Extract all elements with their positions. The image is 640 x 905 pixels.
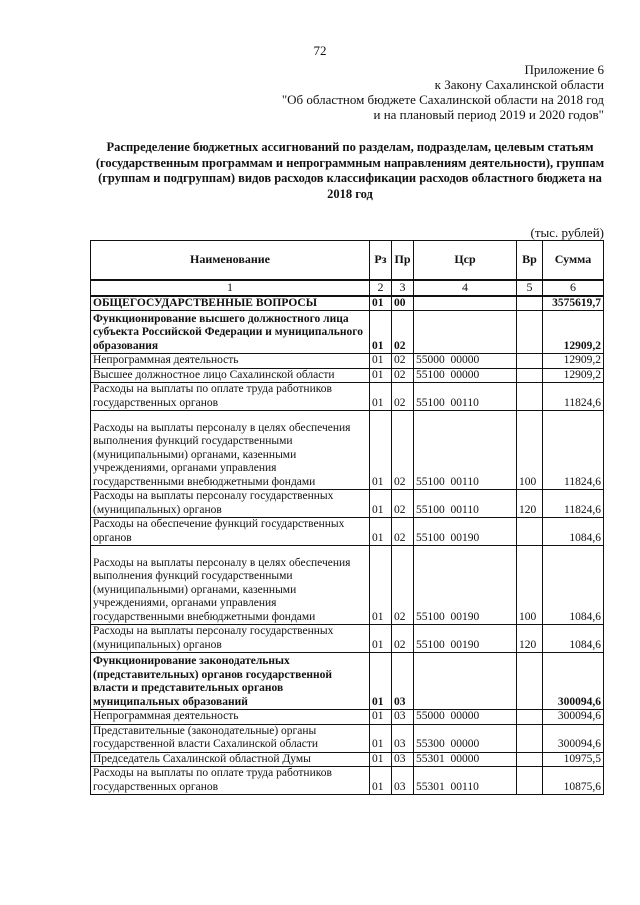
cell-rz: 01: [370, 767, 392, 795]
table-row: [91, 710, 604, 725]
table-row: [91, 752, 604, 767]
cell-sum: 300094,6: [543, 724, 604, 752]
cell-vr: 120: [517, 490, 543, 518]
table-row: [91, 296, 604, 311]
cell-rz: 01: [370, 354, 392, 369]
cell-sum: 12909,2: [543, 354, 604, 369]
column-number: 1: [91, 280, 370, 296]
table-row: [91, 490, 604, 518]
table-body: [91, 296, 604, 795]
header-name: Наименование: [91, 241, 370, 281]
cell-pr: 02: [392, 354, 414, 369]
cell-cs: [414, 311, 517, 354]
cell-pr: 03: [392, 767, 414, 795]
cell-rz: 01: [370, 383, 392, 411]
table-row: [91, 311, 604, 354]
header-vr: Вр: [517, 241, 543, 281]
cell-cs: 55000 00000: [414, 354, 517, 369]
appendix-line-4: и на плановый период 2019 и 2020 годов": [373, 107, 604, 122]
cell-sum: 10975,5: [543, 752, 604, 767]
cell-sum: 300094,6: [543, 710, 604, 725]
cell-pr: 03: [392, 653, 414, 710]
cell-name: Непрограммная деятельность: [91, 710, 370, 725]
cell-name: Представительные (законодательные) органы государственной власти Сахалинской области: [91, 724, 370, 752]
table-row: [91, 724, 604, 752]
cell-cs: 55100 00190: [414, 518, 517, 546]
cell-pr: 02: [392, 625, 414, 653]
table-row: [91, 354, 604, 369]
cell-vr: [517, 354, 543, 369]
cell-rz: 01: [370, 752, 392, 767]
cell-pr: 03: [392, 710, 414, 725]
table-header-row: [91, 241, 604, 281]
cell-name: Расходы на выплаты по оплате труда работников государственных органов: [91, 767, 370, 795]
cell-cs: 55300 00000: [414, 724, 517, 752]
cell-sum: 11824,6: [543, 383, 604, 411]
cell-sum: 3575619,7: [543, 296, 604, 311]
cell-cs: 55000 00000: [414, 710, 517, 725]
cell-cs: 55100 00110: [414, 490, 517, 518]
cell-cs: 55301 00110: [414, 767, 517, 795]
cell-pr: 02: [392, 490, 414, 518]
header-pr: Пр: [392, 241, 414, 281]
column-number: 6: [543, 280, 604, 296]
cell-vr: [517, 383, 543, 411]
table-row: [91, 518, 604, 546]
header-sum: Сумма: [543, 241, 604, 281]
cell-name: Высшее должностное лицо Сахалинской области: [91, 368, 370, 383]
cell-sum: 1084,6: [543, 518, 604, 546]
cell-pr: 03: [392, 752, 414, 767]
cell-cs: 55100 00190: [414, 625, 517, 653]
cell-pr: 02: [392, 311, 414, 354]
cell-name: Расходы на выплаты персоналу государственных (муниципальных) органов: [91, 625, 370, 653]
column-number: 5: [517, 280, 543, 296]
cell-name: Расходы на выплаты персоналу в целях обеспечения выполнения функций государственными (муниципальными) органами, казенными учреждениями, органами управления государственными внебюджетными фондами: [91, 546, 370, 625]
cell-rz: 01: [370, 653, 392, 710]
cell-vr: 100: [517, 411, 543, 490]
page-number: 72: [313, 43, 327, 58]
cell-sum: 12909,2: [543, 368, 604, 383]
cell-rz: 01: [370, 296, 392, 311]
cell-rz: 01: [370, 368, 392, 383]
header-cs: Цср: [414, 241, 517, 281]
cell-vr: [517, 311, 543, 354]
cell-pr: 00: [392, 296, 414, 311]
table-row: [91, 368, 604, 383]
cell-sum: 11824,6: [543, 411, 604, 490]
appendix-note: [282, 62, 604, 122]
unit-label: (тыс. рублей): [530, 225, 604, 240]
cell-vr: 120: [517, 625, 543, 653]
cell-pr: 02: [392, 411, 414, 490]
table-row: [91, 625, 604, 653]
cell-vr: 100: [517, 546, 543, 625]
table-row: [91, 546, 604, 625]
cell-vr: [517, 296, 543, 311]
cell-vr: [517, 518, 543, 546]
cell-cs: 55301 00000: [414, 752, 517, 767]
column-number: 3: [392, 280, 414, 296]
cell-cs: 55100 00190: [414, 546, 517, 625]
cell-rz: 01: [370, 710, 392, 725]
cell-cs: 55100 00110: [414, 383, 517, 411]
cell-name: Расходы на выплаты персоналу в целях обеспечения выполнения функций государственными (муниципальными) органами, казенными учреждениями, органами управления государственными внебюджетными фондами: [91, 411, 370, 490]
cell-pr: 02: [392, 383, 414, 411]
cell-pr: 03: [392, 724, 414, 752]
cell-vr: [517, 653, 543, 710]
cell-vr: [517, 767, 543, 795]
cell-sum: 11824,6: [543, 490, 604, 518]
cell-cs: [414, 653, 517, 710]
budget-table: [90, 240, 604, 795]
cell-sum: 12909,2: [543, 311, 604, 354]
cell-cs: 55100 00000: [414, 368, 517, 383]
cell-vr: [517, 724, 543, 752]
cell-rz: 01: [370, 518, 392, 546]
cell-sum: 10875,6: [543, 767, 604, 795]
column-number-row: [91, 280, 604, 296]
cell-cs: [414, 296, 517, 311]
cell-vr: [517, 752, 543, 767]
header-rz: Рз: [370, 241, 392, 281]
cell-sum: 1084,6: [543, 625, 604, 653]
table-row: [91, 767, 604, 795]
appendix-line-1: Приложение 6: [524, 62, 604, 77]
cell-name: Председатель Сахалинской областной Думы: [91, 752, 370, 767]
appendix-line-3: "Об областном бюджете Сахалинской области на 2018 год: [281, 92, 604, 107]
cell-cs: 55100 00110: [414, 411, 517, 490]
document-title: Распределение бюджетных ассигнований по разделам, подразделам, целевым статьям (государственным программам и непрограммным направлениям деятельности), группам (группам и подгруппам) видов расходов классификации расходов областного бюджета на 2018 год: [95, 140, 605, 201]
table-row: [91, 653, 604, 710]
cell-rz: 01: [370, 311, 392, 354]
column-number: 2: [370, 280, 392, 296]
column-number: 4: [414, 280, 517, 296]
cell-sum: 1084,6: [543, 546, 604, 625]
cell-pr: 02: [392, 518, 414, 546]
cell-rz: 01: [370, 625, 392, 653]
cell-name: Расходы на выплаты по оплате труда работников государственных органов: [91, 383, 370, 411]
cell-vr: [517, 368, 543, 383]
cell-name: Расходы на обеспечение функций государственных органов: [91, 518, 370, 546]
cell-name: ОБЩЕГОСУДАРСТВЕННЫЕ ВОПРОСЫ: [91, 296, 370, 311]
table-row: [91, 383, 604, 411]
cell-sum: 300094,6: [543, 653, 604, 710]
cell-rz: 01: [370, 724, 392, 752]
cell-name: Функционирование высшего должностного лица субъекта Российской Федерации и муниципального образования: [91, 311, 370, 354]
cell-rz: 01: [370, 411, 392, 490]
cell-rz: 01: [370, 546, 392, 625]
cell-name: Расходы на выплаты персоналу государственных (муниципальных) органов: [91, 490, 370, 518]
cell-name: Функционирование законодательных (представительных) органов государственной власти и представительных органов муниципальных образований: [91, 653, 370, 710]
table-row: [91, 411, 604, 490]
appendix-line-2: к Закону Сахалинской области: [434, 77, 604, 92]
cell-name: Непрограммная деятельность: [91, 354, 370, 369]
cell-pr: 02: [392, 368, 414, 383]
cell-pr: 02: [392, 546, 414, 625]
cell-rz: 01: [370, 490, 392, 518]
cell-vr: [517, 710, 543, 725]
